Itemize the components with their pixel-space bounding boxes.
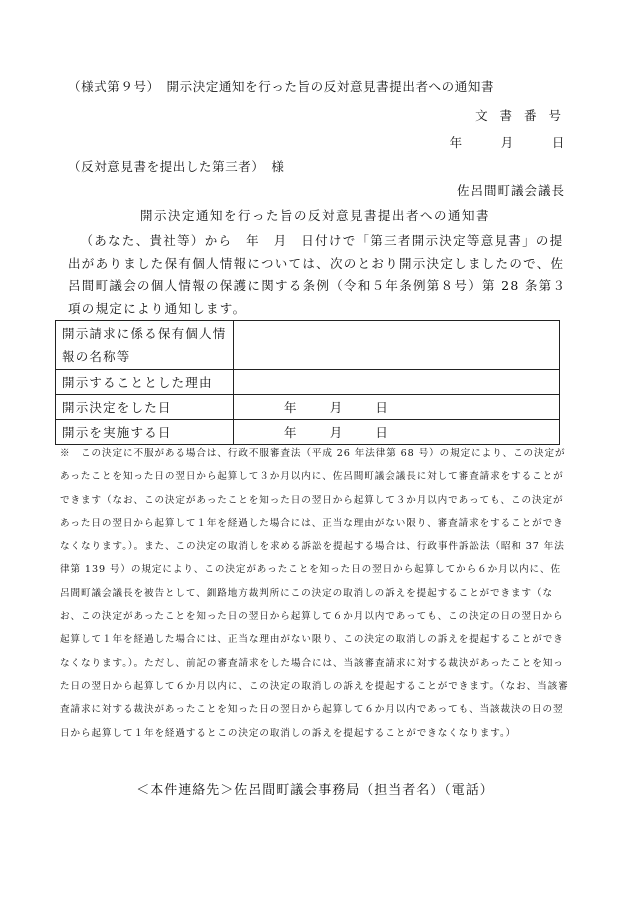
row-label: 開示することとした理由 [56, 370, 234, 395]
table-row [56, 420, 560, 445]
date-year: 年 [449, 135, 463, 150]
body-paragraph: （あなた、貴社等）から 年 月 日付けで「第三者開示決定等意見書」の提出がありました保有個人情報については、次のとおり開示決定しましたので、佐呂間町議会の個人情報の保護に関する条例（令和５年条例第８号）第 28 条第３項の規定により通知します。 [68, 233, 567, 316]
date-header [450, 133, 565, 151]
row-value [234, 321, 560, 370]
document-number-label: 文 書 番 号 [475, 108, 565, 123]
row-label: 開示を実施する日 [56, 420, 234, 445]
row-value [234, 370, 560, 395]
info-table [55, 320, 560, 445]
sender: 佐呂間町議会議長 [456, 183, 565, 198]
appeal-note: ※ この決定に不服がある場合は、行政不服審査法（平成 26 年法律第 68 号）の規定により、この決定があったことを知った日の翌日から起算して３か月以内に、佐呂間町議会議長に対して審査請求をすることができます（なお、この決定があったことを知った日の翌日から起算して３か月以内であっても、この決定があった日の翌日から起算して１年を経過した場合には、正当な理由がない限り、審査請求をすることができなくなります。）。また、この決定の取消しを求める訴訟を提起する場合は、行政事件訴訟法（昭和 37 年法律第 139 号）の規定により、この決定があったことを知った日の翌日から起算してから６か月以内に、佐呂間町議会議長を被告として、釧路地方裁判所にこの決定の取消しの訴えを提起することができます（なお、この決定があったことを知った日の翌日から起算して６か月以内であっても、この決定の日の翌日から起算して１年を経過した場合には、正当な理由がない限り、この決定の取消しの訴えを提起することができなくなります。）。ただし、前記の審査請求をした場合には、当該審査請求に対する裁決があったことを知った日の翌日から起算して６か月以内に、この決定の取消しの訴えを提起することができます。（なお、当該審査請求に対する裁決があったことを知った日の翌日から起算して６か月以内であっても、当該裁決の日の翌日から起算して１年を経過するとこの決定の取消しの訴えを提起することができなくなります。） [60, 448, 569, 739]
date-year: 年 [284, 425, 298, 440]
document-title: 開示決定通知を行った旨の反対意見書提出者への通知書 [139, 208, 490, 223]
date-day: 日 [375, 425, 390, 440]
date-month: 月 [329, 400, 344, 415]
row-label: 開示請求に係る保有個人情報の名称等 [56, 321, 234, 370]
implementation-date-cell [234, 420, 560, 445]
date-day: 日 [551, 135, 565, 150]
date-year: 年 [284, 400, 298, 415]
form-heading: （様式第９号） 開示決定通知を行った旨の反対意見書提出者への通知書 [68, 79, 495, 94]
date-month: 月 [500, 135, 514, 150]
table-row [56, 370, 560, 395]
table-row [56, 321, 560, 370]
row-label: 開示決定をした日 [56, 395, 234, 420]
date-day: 日 [375, 400, 390, 415]
decision-date-cell [234, 395, 560, 420]
contact-line: ＜本件連絡先＞佐呂間町議会事務局（担当者名）（電話） [136, 783, 494, 798]
table-row [56, 395, 560, 420]
addressee: （反対意見書を提出した第三者） 様 [68, 159, 285, 174]
date-month: 月 [329, 425, 344, 440]
